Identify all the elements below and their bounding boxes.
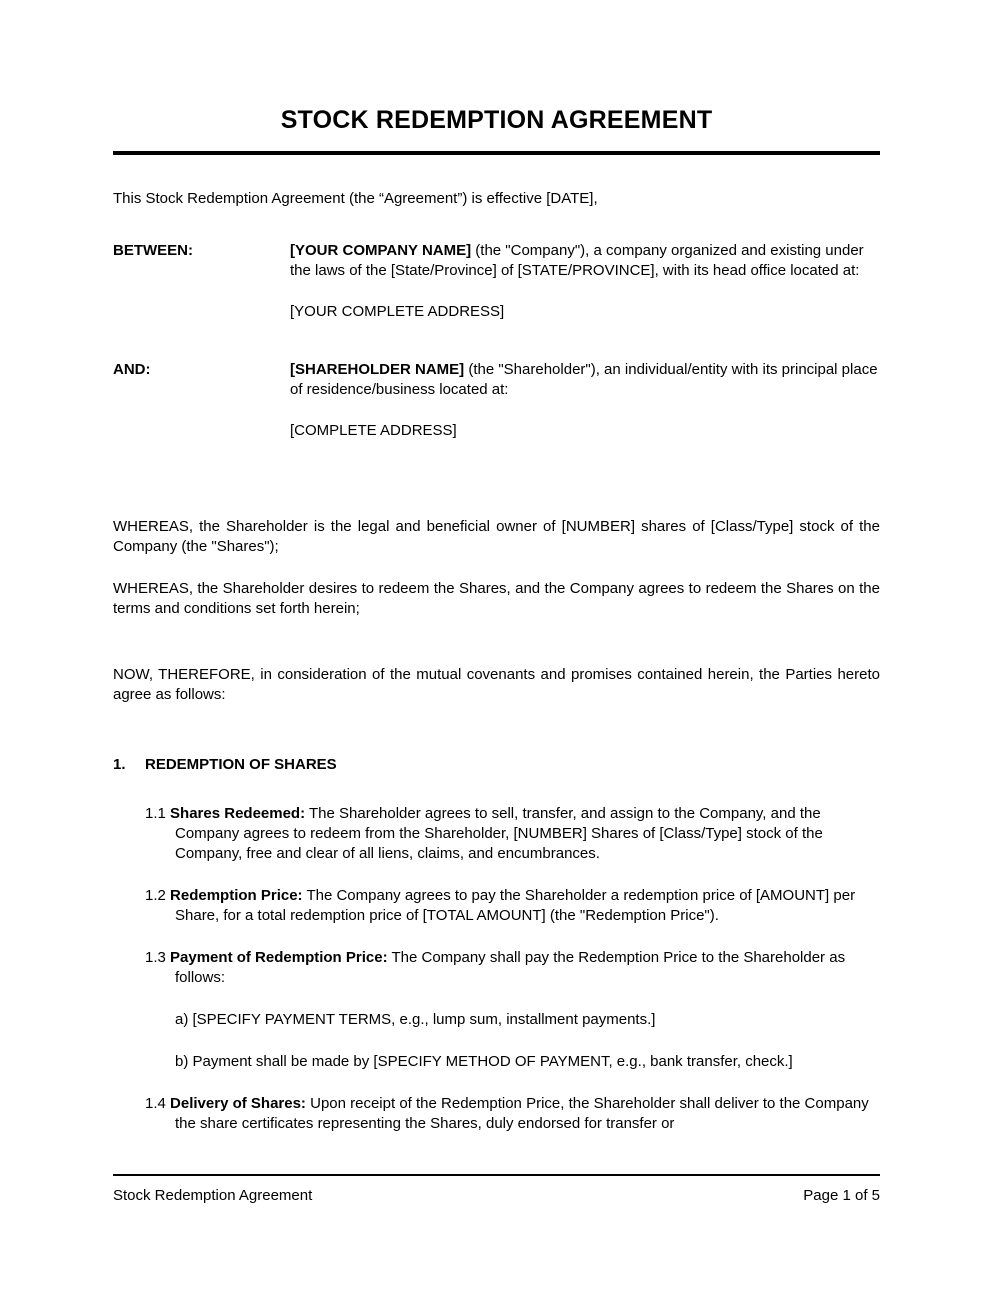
- clause-text-1-1: The Shareholder agrees to sell, transfer, and assign to the Company, and the Company agrees to redeem from the Shareholder, [NUMBER] Shares of [Class/Type] stock of the Company, free and clear of all liens, claims, and encumbrances.: [175, 804, 823, 862]
- clause-1-1: [145, 804, 880, 864]
- party-name-between: [YOUR COMPANY NAME]: [290, 241, 472, 259]
- party-details-between: [290, 241, 880, 322]
- clause-1-4: [145, 1094, 880, 1134]
- effective-date-paragraph: This Stock Redemption Agreement (the “Agreement”) is effective [DATE],: [113, 189, 598, 207]
- recitals-block: [113, 517, 880, 619]
- party-label-between: BETWEEN:: [113, 241, 193, 259]
- sub-item-a: a) [SPECIFY PAYMENT TERMS, e.g., lump sum, installment payments.]: [175, 1010, 656, 1028]
- recital-whereas-2: WHEREAS, the Shareholder desires to redeem the Shares, and the Company agrees to redeem the Shares on the terms and conditions set forth herein;: [113, 579, 880, 617]
- clause-text-1-3: The Company shall pay the Redemption Price to the Shareholder as follows:: [175, 948, 846, 986]
- clause-number-1-2: 1.2: [145, 886, 166, 904]
- page-footer: [113, 1174, 880, 1206]
- clause-title-1-4: Delivery of Shares:: [170, 1094, 306, 1112]
- party-address-and: [COMPLETE ADDRESS]: [290, 421, 457, 439]
- section-title: REDEMPTION OF SHARES: [145, 755, 337, 773]
- section-number: 1.: [113, 755, 126, 773]
- clause-1-3-sub-items: [145, 1010, 880, 1072]
- clause-title-1-2: Redemption Price:: [170, 886, 303, 904]
- clause-text-1-4: Upon receipt of the Redemption Price, the Shareholder shall deliver to the Company the share certificates representing the Shares, duly endorsed for transfer or: [175, 1094, 869, 1132]
- clause-1-2: [145, 886, 880, 926]
- party-description-and: [290, 360, 880, 400]
- party-and: [113, 360, 880, 441]
- clause-list: [113, 804, 880, 1134]
- recital-whereas-1: WHEREAS, the Shareholder is the legal and beneficial owner of [NUMBER] shares of [Class/Type] stock of the Company (the "Shares");: [113, 517, 880, 555]
- party-description-between: [290, 241, 880, 281]
- clause-title-1-3: Payment of Redemption Price:: [170, 948, 388, 966]
- footer-divider: [113, 1174, 880, 1176]
- party-between: [113, 241, 880, 322]
- party-details-and: [290, 360, 880, 441]
- clause-title-1-1: Shares Redeemed:: [170, 804, 306, 822]
- parties-block: [113, 241, 880, 441]
- page-title: STOCK REDEMPTION AGREEMENT: [280, 106, 713, 134]
- section-heading-1: [113, 755, 880, 775]
- party-name-and: [SHAREHOLDER NAME]: [290, 360, 465, 378]
- now-therefore-paragraph: NOW, THEREFORE, in consideration of the mutual covenants and promises contained herein, the Parties hereto agree as follows:: [113, 665, 880, 703]
- party-address-between: [YOUR COMPLETE ADDRESS]: [290, 302, 505, 320]
- party-description-text-and: (the "Shareholder"), an individual/entity with its principal place of residence/business located at:: [290, 360, 878, 398]
- title-divider: [113, 151, 880, 155]
- document-body: [113, 0, 880, 1134]
- clause-number-1-4: 1.4: [145, 1094, 166, 1112]
- party-description-text-between: (the "Company"), a company organized and existing under the laws of the [State/Province] of [STATE/PROVINCE], with its head office located at:: [290, 241, 864, 279]
- clause-number-1-1: 1.1: [145, 804, 166, 822]
- clause-number-1-3: 1.3: [145, 948, 166, 966]
- footer-document-name: Stock Redemption Agreement: [113, 1187, 313, 1204]
- sub-item-b: b) Payment shall be made by [SPECIFY METHOD OF PAYMENT, e.g., bank transfer, check.]: [175, 1052, 793, 1070]
- footer-page-number: Page 1 of 5: [803, 1187, 880, 1204]
- clause-1-3: [145, 948, 880, 988]
- clause-text-1-2: The Company agrees to pay the Shareholder a redemption price of [AMOUNT] per Share, for a total redemption price of [TOTAL AMOUNT] (the "Redemption Price").: [175, 886, 856, 924]
- footer-row: [113, 1186, 880, 1206]
- party-label-and: AND:: [113, 360, 151, 378]
